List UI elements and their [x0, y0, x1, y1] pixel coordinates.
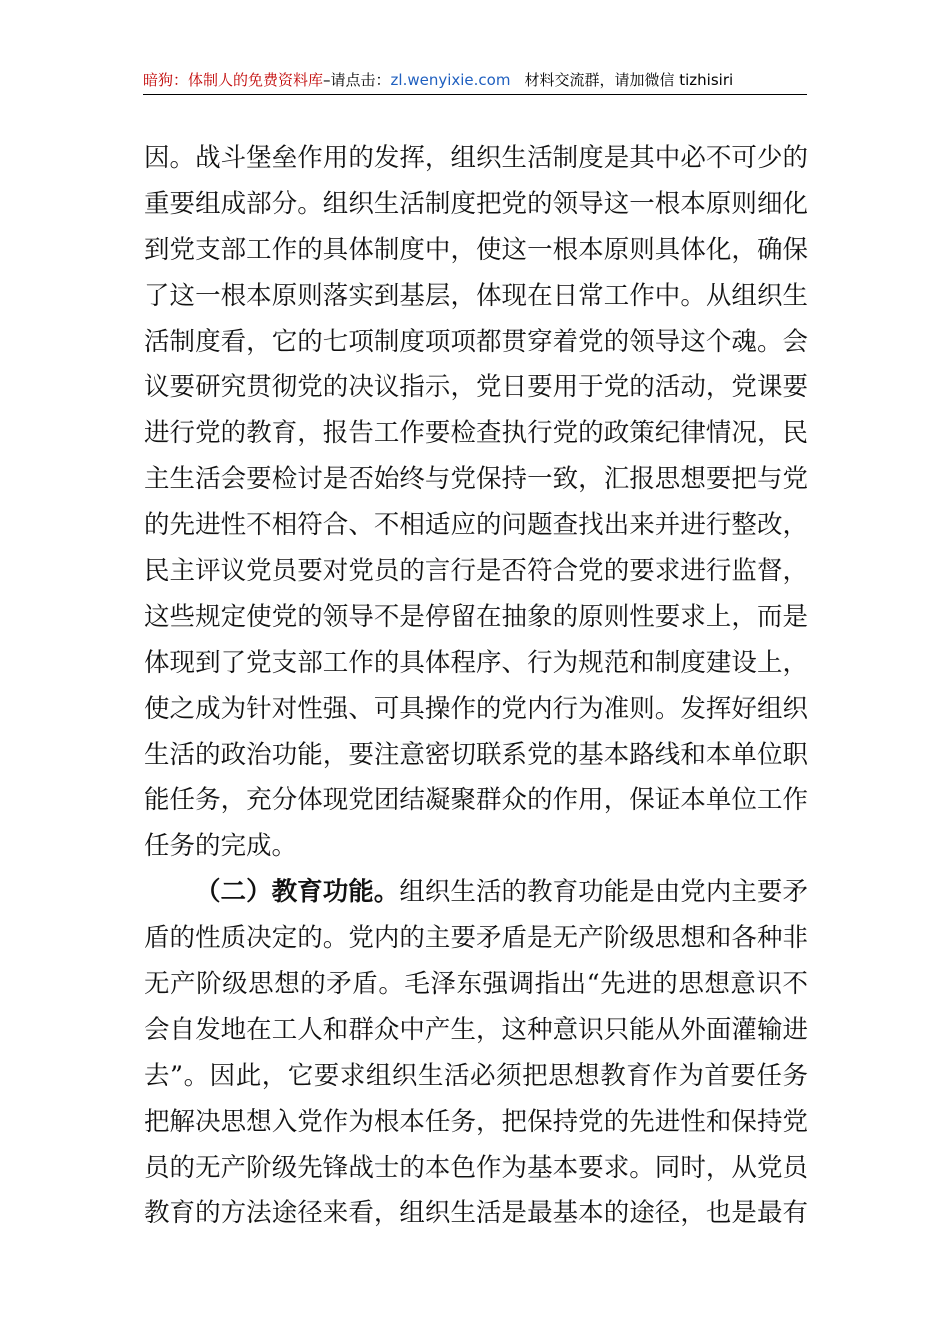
text-line: 员的无产阶级先锋战士的本色作为基本要求。同时，从党员	[144, 1152, 808, 1183]
text-line: 能任务，充分体现党团结凝聚群众的作用，保证本单位工作	[144, 785, 808, 816]
section-first-line-text: 组织生活的教育功能是由党内主要矛	[399, 877, 808, 908]
text-line: 体现到了党支部工作的具体程序、行为规范和制度建设上，	[144, 647, 808, 678]
text-line: 主生活会要检讨是否始终与党保持一致，汇报思想要把与党	[144, 464, 808, 495]
text-line: 到党支部工作的具体制度中，使这一根本原则具体化，确保	[144, 234, 808, 265]
text-line: 议要研究贯彻党的决议指示，党日要用于党的活动，党课要	[144, 372, 808, 403]
text-line: 重要组成部分。组织生活制度把党的领导这一根本原则细化	[144, 188, 808, 219]
text-line: 因。战斗堡垒作用的发挥，组织生活制度是其中必不可少的	[144, 143, 808, 173]
text-line: 使之成为针对性强、可具操作的党内行为准则。发挥好组织	[144, 693, 808, 724]
text-line: 会自发地在工人和群众中产生，这种意识只能从外面灌输进	[144, 1014, 808, 1045]
text-line: 了这一根本原则落实到基层，体现在日常工作中。从组织生	[144, 280, 808, 311]
header-contact: 材料交流群，请加微信 tizhisiri	[524, 71, 734, 89]
text-line: 的先进性不相符合、不相适应的问题查找出来并进行整改，	[144, 510, 808, 541]
text-line: 盾的性质决定的。党内的主要矛盾是无产阶级思想和各种非	[144, 923, 808, 954]
page-header	[143, 66, 807, 95]
text-line: 无产阶级思想的矛盾。毛泽东强调指出“先进的思想意识不	[144, 969, 808, 1000]
text-line: 这些规定使党的领导不是停留在抽象的原则性要求上，而是	[144, 601, 808, 632]
header-brand: 暗狗：体制人的免费资料库	[143, 71, 324, 89]
document-body	[144, 136, 808, 1237]
text-line: 民主评议党员要对党员的言行是否符合党的要求进行监督，	[144, 556, 808, 587]
header-separator: –请点击：	[323, 71, 391, 89]
text-line: 活制度看，它的七项制度项项都贯穿着党的领导这个魂。会	[144, 326, 808, 357]
header-link[interactable]: zl.wenyixie.com	[390, 71, 511, 89]
text-line: 生活的政治功能，要注意密切联系党的基本路线和本单位职	[144, 739, 808, 770]
text-line: 教育的方法途径来看，组织生活是最基本的途径，也是最有	[144, 1198, 808, 1229]
text-line: 把解决思想入党作为根本任务，把保持党的先进性和保持党	[144, 1106, 808, 1137]
section-heading-line	[144, 870, 808, 916]
text-line: 去”。因此，它要求组织生活必须把思想教育作为首要任务	[144, 1060, 808, 1091]
text-line: 任务的完成。	[144, 831, 298, 862]
text-line: 进行党的教育，报告工作要检查执行党的政策纪律情况，民	[144, 418, 808, 449]
section-heading: （二）教育功能。	[195, 877, 400, 908]
